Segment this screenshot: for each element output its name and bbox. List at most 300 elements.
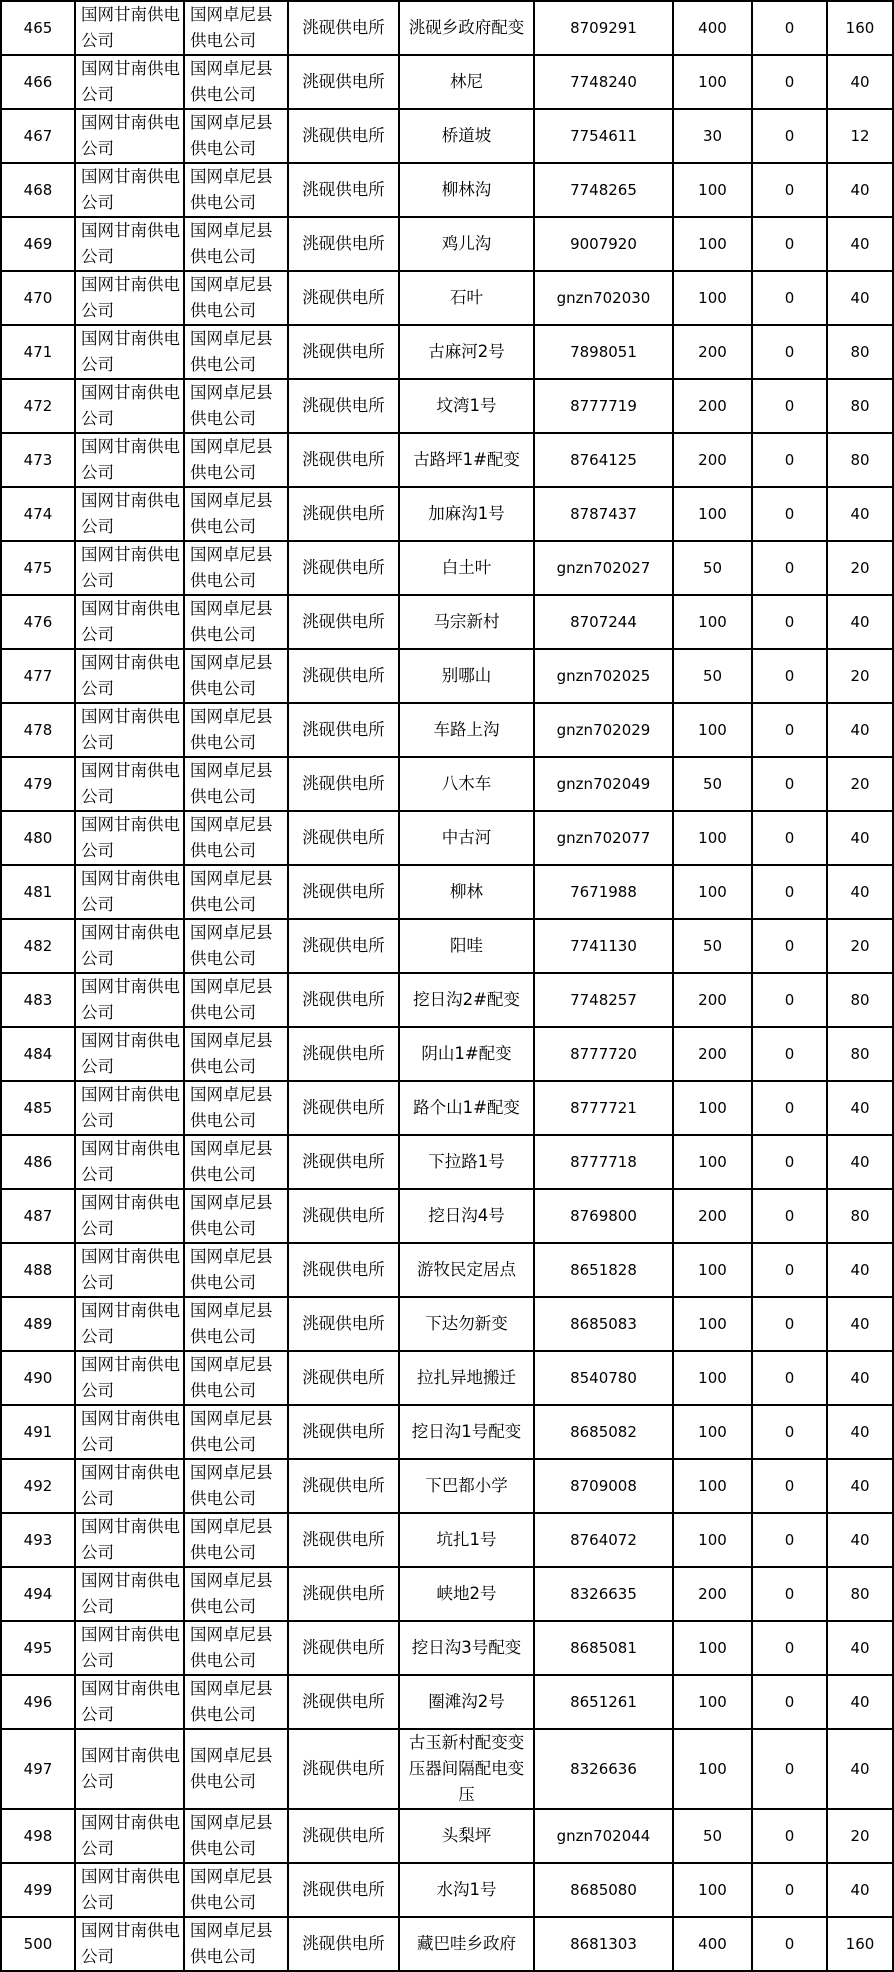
county-company-cell: 国网卓尼县供电公司 <box>184 595 288 649</box>
company-cell: 国网甘南供电公司 <box>75 1189 184 1243</box>
transformer-name-cell: 古麻河2号 <box>399 325 534 379</box>
row-number-cell: 488 <box>1 1243 75 1297</box>
table-row <box>1 649 893 703</box>
transformer-name-cell: 下巴都小学 <box>399 1459 534 1513</box>
transformer-code-cell: 7898051 <box>534 325 673 379</box>
company-cell: 国网甘南供电公司 <box>75 1243 184 1297</box>
value-cell: 80 <box>827 1567 893 1621</box>
table-row <box>1 163 893 217</box>
transformer-name-cell: 八木车 <box>399 757 534 811</box>
row-number-cell: 484 <box>1 1027 75 1081</box>
transformer-code-cell: 8709008 <box>534 1459 673 1513</box>
station-cell: 洮砚供电所 <box>288 1917 399 1971</box>
row-number-cell: 468 <box>1 163 75 217</box>
row-number-cell: 490 <box>1 1351 75 1405</box>
table-row <box>1 1351 893 1405</box>
county-company-cell: 国网卓尼县供电公司 <box>184 271 288 325</box>
transformer-name-cell: 坟湾1号 <box>399 379 534 433</box>
capacity-cell: 100 <box>673 1863 752 1917</box>
county-company-cell: 国网卓尼县供电公司 <box>184 649 288 703</box>
station-cell: 洮砚供电所 <box>288 865 399 919</box>
transformer-name-cell: 水沟1号 <box>399 1863 534 1917</box>
table-row <box>1 1917 893 1971</box>
row-number-cell: 473 <box>1 433 75 487</box>
transformer-code-cell: 8764125 <box>534 433 673 487</box>
capacity-cell: 50 <box>673 757 752 811</box>
capacity-cell: 200 <box>673 325 752 379</box>
company-cell: 国网甘南供电公司 <box>75 217 184 271</box>
county-company-cell: 国网卓尼县供电公司 <box>184 811 288 865</box>
transformer-code-cell: 8777720 <box>534 1027 673 1081</box>
county-company-cell: 国网卓尼县供电公司 <box>184 1243 288 1297</box>
transformer-code-cell: gnzn702025 <box>534 649 673 703</box>
station-cell: 洮砚供电所 <box>288 1459 399 1513</box>
transformer-name-cell: 马宗新村 <box>399 595 534 649</box>
county-company-cell: 国网卓尼县供电公司 <box>184 1809 288 1863</box>
row-number-cell: 475 <box>1 541 75 595</box>
transformer-code-cell: 7748240 <box>534 55 673 109</box>
county-company-cell: 国网卓尼县供电公司 <box>184 487 288 541</box>
transformer-code-cell: 7671988 <box>534 865 673 919</box>
station-cell: 洮砚供电所 <box>288 1027 399 1081</box>
table-row <box>1 433 893 487</box>
transformer-name-cell: 柳林 <box>399 865 534 919</box>
value-cell: 20 <box>827 1809 893 1863</box>
company-cell: 国网甘南供电公司 <box>75 1863 184 1917</box>
row-number-cell: 491 <box>1 1405 75 1459</box>
value-cell: 40 <box>827 1243 893 1297</box>
company-cell: 国网甘南供电公司 <box>75 433 184 487</box>
capacity-cell: 100 <box>673 55 752 109</box>
capacity-cell: 100 <box>673 865 752 919</box>
transformer-name-cell: 下拉路1号 <box>399 1135 534 1189</box>
transformer-name-cell: 游牧民定居点 <box>399 1243 534 1297</box>
value-cell: 0 <box>752 433 827 487</box>
company-cell: 国网甘南供电公司 <box>75 1081 184 1135</box>
value-cell: 80 <box>827 1027 893 1081</box>
table-row <box>1 757 893 811</box>
capacity-cell: 100 <box>673 1459 752 1513</box>
station-cell: 洮砚供电所 <box>288 1863 399 1917</box>
row-number-cell: 480 <box>1 811 75 865</box>
county-company-cell: 国网卓尼县供电公司 <box>184 109 288 163</box>
value-cell: 40 <box>827 811 893 865</box>
company-cell: 国网甘南供电公司 <box>75 1459 184 1513</box>
table-row <box>1 865 893 919</box>
value-cell: 40 <box>827 595 893 649</box>
company-cell: 国网甘南供电公司 <box>75 595 184 649</box>
capacity-cell: 100 <box>673 1621 752 1675</box>
company-cell: 国网甘南供电公司 <box>75 163 184 217</box>
transformer-name-cell: 古路坪1#配变 <box>399 433 534 487</box>
transformer-name-cell: 坑扎1号 <box>399 1513 534 1567</box>
value-cell: 0 <box>752 541 827 595</box>
table-row <box>1 271 893 325</box>
county-company-cell: 国网卓尼县供电公司 <box>184 1081 288 1135</box>
transformer-code-cell: 8326636 <box>534 1729 673 1809</box>
value-cell: 0 <box>752 1863 827 1917</box>
table-row <box>1 1809 893 1863</box>
table-row <box>1 1675 893 1729</box>
station-cell: 洮砚供电所 <box>288 1621 399 1675</box>
station-cell: 洮砚供电所 <box>288 1729 399 1809</box>
capacity-cell: 100 <box>673 487 752 541</box>
county-company-cell: 国网卓尼县供电公司 <box>184 1297 288 1351</box>
transformer-code-cell: 7741130 <box>534 919 673 973</box>
value-cell: 80 <box>827 379 893 433</box>
company-cell: 国网甘南供电公司 <box>75 1621 184 1675</box>
station-cell: 洮砚供电所 <box>288 1297 399 1351</box>
value-cell: 0 <box>752 811 827 865</box>
transformer-name-cell: 阴山1#配变 <box>399 1027 534 1081</box>
row-number-cell: 465 <box>1 1 75 55</box>
capacity-cell: 200 <box>673 379 752 433</box>
county-company-cell: 国网卓尼县供电公司 <box>184 1729 288 1809</box>
value-cell: 20 <box>827 541 893 595</box>
value-cell: 40 <box>827 1729 893 1809</box>
value-cell: 40 <box>827 1863 893 1917</box>
value-cell: 80 <box>827 973 893 1027</box>
row-number-cell: 494 <box>1 1567 75 1621</box>
transformer-code-cell: 8681303 <box>534 1917 673 1971</box>
county-company-cell: 国网卓尼县供电公司 <box>184 55 288 109</box>
row-number-cell: 493 <box>1 1513 75 1567</box>
company-cell: 国网甘南供电公司 <box>75 1675 184 1729</box>
table-row <box>1 1189 893 1243</box>
county-company-cell: 国网卓尼县供电公司 <box>184 1405 288 1459</box>
value-cell: 0 <box>752 487 827 541</box>
row-number-cell: 479 <box>1 757 75 811</box>
county-company-cell: 国网卓尼县供电公司 <box>184 379 288 433</box>
county-company-cell: 国网卓尼县供电公司 <box>184 217 288 271</box>
county-company-cell: 国网卓尼县供电公司 <box>184 1567 288 1621</box>
table-row <box>1 1567 893 1621</box>
transformer-name-cell: 阳哇 <box>399 919 534 973</box>
value-cell: 0 <box>752 1 827 55</box>
row-number-cell: 495 <box>1 1621 75 1675</box>
value-cell: 0 <box>752 1729 827 1809</box>
transformer-name-cell: 洮砚乡政府配变 <box>399 1 534 55</box>
value-cell: 0 <box>752 55 827 109</box>
station-cell: 洮砚供电所 <box>288 757 399 811</box>
transformer-code-cell: gnzn702030 <box>534 271 673 325</box>
capacity-cell: 100 <box>673 595 752 649</box>
capacity-cell: 100 <box>673 1081 752 1135</box>
transformer-name-cell: 古玉新村配变变压器间隔配电变压 <box>399 1729 534 1809</box>
value-cell: 0 <box>752 919 827 973</box>
capacity-cell: 100 <box>673 811 752 865</box>
station-cell: 洮砚供电所 <box>288 1809 399 1863</box>
transformer-name-cell: 挖日沟1号配变 <box>399 1405 534 1459</box>
company-cell: 国网甘南供电公司 <box>75 1917 184 1971</box>
transformer-code-cell: 8540780 <box>534 1351 673 1405</box>
value-cell: 40 <box>827 271 893 325</box>
company-cell: 国网甘南供电公司 <box>75 541 184 595</box>
company-cell: 国网甘南供电公司 <box>75 1351 184 1405</box>
company-cell: 国网甘南供电公司 <box>75 379 184 433</box>
value-cell: 0 <box>752 1809 827 1863</box>
row-number-cell: 476 <box>1 595 75 649</box>
value-cell: 12 <box>827 109 893 163</box>
transformer-name-cell: 圈滩沟2号 <box>399 1675 534 1729</box>
table-row <box>1 1081 893 1135</box>
value-cell: 0 <box>752 973 827 1027</box>
transformer-name-cell: 中古河 <box>399 811 534 865</box>
capacity-cell: 100 <box>673 163 752 217</box>
table-row <box>1 703 893 757</box>
table-row <box>1 1729 893 1809</box>
transformer-name-cell: 挖日沟3号配变 <box>399 1621 534 1675</box>
county-company-cell: 国网卓尼县供电公司 <box>184 1459 288 1513</box>
station-cell: 洮砚供电所 <box>288 217 399 271</box>
value-cell: 0 <box>752 865 827 919</box>
company-cell: 国网甘南供电公司 <box>75 919 184 973</box>
county-company-cell: 国网卓尼县供电公司 <box>184 1189 288 1243</box>
transformer-code-cell: 7754611 <box>534 109 673 163</box>
capacity-cell: 50 <box>673 649 752 703</box>
company-cell: 国网甘南供电公司 <box>75 1135 184 1189</box>
table-row <box>1 1027 893 1081</box>
transformer-code-cell: 8787437 <box>534 487 673 541</box>
county-company-cell: 国网卓尼县供电公司 <box>184 325 288 379</box>
county-company-cell: 国网卓尼县供电公司 <box>184 919 288 973</box>
capacity-cell: 100 <box>673 1729 752 1809</box>
value-cell: 40 <box>827 703 893 757</box>
capacity-cell: 100 <box>673 1513 752 1567</box>
row-number-cell: 489 <box>1 1297 75 1351</box>
value-cell: 0 <box>752 1243 827 1297</box>
transformer-code-cell: 8651828 <box>534 1243 673 1297</box>
value-cell: 0 <box>752 109 827 163</box>
transformer-name-cell: 峡地2号 <box>399 1567 534 1621</box>
transformer-code-cell: gnzn702049 <box>534 757 673 811</box>
station-cell: 洮砚供电所 <box>288 1567 399 1621</box>
transformer-name-cell: 白土叶 <box>399 541 534 595</box>
transformer-code-cell: 8685081 <box>534 1621 673 1675</box>
capacity-cell: 50 <box>673 919 752 973</box>
table-row <box>1 1297 893 1351</box>
table-row <box>1 1621 893 1675</box>
table-row <box>1 1513 893 1567</box>
county-company-cell: 国网卓尼县供电公司 <box>184 1621 288 1675</box>
value-cell: 0 <box>752 1621 827 1675</box>
county-company-cell: 国网卓尼县供电公司 <box>184 1135 288 1189</box>
capacity-cell: 100 <box>673 1675 752 1729</box>
transformer-name-cell: 鸡儿沟 <box>399 217 534 271</box>
value-cell: 40 <box>827 163 893 217</box>
station-cell: 洮砚供电所 <box>288 487 399 541</box>
transformer-name-cell: 石叶 <box>399 271 534 325</box>
row-number-cell: 482 <box>1 919 75 973</box>
transformer-code-cell: 8685083 <box>534 1297 673 1351</box>
company-cell: 国网甘南供电公司 <box>75 55 184 109</box>
transformer-code-cell: 8764072 <box>534 1513 673 1567</box>
row-number-cell: 477 <box>1 649 75 703</box>
row-number-cell: 481 <box>1 865 75 919</box>
table-row <box>1 811 893 865</box>
station-cell: 洮砚供电所 <box>288 1 399 55</box>
transformer-code-cell: gnzn702044 <box>534 1809 673 1863</box>
transformer-name-cell: 别哪山 <box>399 649 534 703</box>
transformer-code-cell: 8685080 <box>534 1863 673 1917</box>
station-cell: 洮砚供电所 <box>288 109 399 163</box>
table-row <box>1 1 893 55</box>
station-cell: 洮砚供电所 <box>288 1405 399 1459</box>
transformer-code-cell: 7748257 <box>534 973 673 1027</box>
county-company-cell: 国网卓尼县供电公司 <box>184 1863 288 1917</box>
company-cell: 国网甘南供电公司 <box>75 1513 184 1567</box>
value-cell: 40 <box>827 1135 893 1189</box>
transformer-name-cell: 挖日沟2#配变 <box>399 973 534 1027</box>
transformer-name-cell: 头梨坪 <box>399 1809 534 1863</box>
transformer-code-cell: 8777719 <box>534 379 673 433</box>
station-cell: 洮砚供电所 <box>288 163 399 217</box>
transformer-name-cell: 下达勿新变 <box>399 1297 534 1351</box>
capacity-cell: 100 <box>673 1351 752 1405</box>
station-cell: 洮砚供电所 <box>288 973 399 1027</box>
station-cell: 洮砚供电所 <box>288 379 399 433</box>
value-cell: 0 <box>752 1567 827 1621</box>
table-row <box>1 325 893 379</box>
transformer-code-cell: 8709291 <box>534 1 673 55</box>
value-cell: 80 <box>827 325 893 379</box>
value-cell: 0 <box>752 1405 827 1459</box>
value-cell: 40 <box>827 1621 893 1675</box>
company-cell: 国网甘南供电公司 <box>75 1405 184 1459</box>
row-number-cell: 469 <box>1 217 75 271</box>
row-number-cell: 483 <box>1 973 75 1027</box>
table-row <box>1 595 893 649</box>
capacity-cell: 400 <box>673 1917 752 1971</box>
county-company-cell: 国网卓尼县供电公司 <box>184 973 288 1027</box>
transformer-name-cell: 挖日沟4号 <box>399 1189 534 1243</box>
table-row <box>1 487 893 541</box>
transformer-code-cell: 8707244 <box>534 595 673 649</box>
value-cell: 0 <box>752 649 827 703</box>
row-number-cell: 467 <box>1 109 75 163</box>
value-cell: 0 <box>752 271 827 325</box>
row-number-cell: 485 <box>1 1081 75 1135</box>
company-cell: 国网甘南供电公司 <box>75 271 184 325</box>
value-cell: 160 <box>827 1 893 55</box>
value-cell: 80 <box>827 1189 893 1243</box>
company-cell: 国网甘南供电公司 <box>75 1 184 55</box>
table-row <box>1 1863 893 1917</box>
row-number-cell: 496 <box>1 1675 75 1729</box>
value-cell: 40 <box>827 1405 893 1459</box>
company-cell: 国网甘南供电公司 <box>75 811 184 865</box>
value-cell: 40 <box>827 487 893 541</box>
value-cell: 0 <box>752 1135 827 1189</box>
station-cell: 洮砚供电所 <box>288 1513 399 1567</box>
transformer-code-cell: 8326635 <box>534 1567 673 1621</box>
table-row <box>1 1405 893 1459</box>
station-cell: 洮砚供电所 <box>288 649 399 703</box>
station-cell: 洮砚供电所 <box>288 1135 399 1189</box>
company-cell: 国网甘南供电公司 <box>75 757 184 811</box>
company-cell: 国网甘南供电公司 <box>75 1809 184 1863</box>
transformer-code-cell: gnzn702029 <box>534 703 673 757</box>
table-row <box>1 55 893 109</box>
transformer-code-cell: 8777718 <box>534 1135 673 1189</box>
county-company-cell: 国网卓尼县供电公司 <box>184 1351 288 1405</box>
transformer-code-cell: 8769800 <box>534 1189 673 1243</box>
capacity-cell: 400 <box>673 1 752 55</box>
value-cell: 0 <box>752 757 827 811</box>
value-cell: 0 <box>752 1297 827 1351</box>
company-cell: 国网甘南供电公司 <box>75 865 184 919</box>
station-cell: 洮砚供电所 <box>288 1081 399 1135</box>
company-cell: 国网甘南供电公司 <box>75 325 184 379</box>
station-cell: 洮砚供电所 <box>288 1243 399 1297</box>
table-row <box>1 973 893 1027</box>
transformer-name-cell: 拉扎异地搬迁 <box>399 1351 534 1405</box>
table-row <box>1 1135 893 1189</box>
value-cell: 40 <box>827 1675 893 1729</box>
row-number-cell: 486 <box>1 1135 75 1189</box>
transformer-code-cell: gnzn702027 <box>534 541 673 595</box>
station-cell: 洮砚供电所 <box>288 541 399 595</box>
value-cell: 0 <box>752 1027 827 1081</box>
station-cell: 洮砚供电所 <box>288 271 399 325</box>
value-cell: 0 <box>752 1189 827 1243</box>
county-company-cell: 国网卓尼县供电公司 <box>184 703 288 757</box>
transformer-code-cell: 7748265 <box>534 163 673 217</box>
value-cell: 20 <box>827 757 893 811</box>
value-cell: 0 <box>752 217 827 271</box>
county-company-cell: 国网卓尼县供电公司 <box>184 163 288 217</box>
capacity-cell: 100 <box>673 271 752 325</box>
capacity-cell: 200 <box>673 433 752 487</box>
county-company-cell: 国网卓尼县供电公司 <box>184 1675 288 1729</box>
value-cell: 40 <box>827 1513 893 1567</box>
company-cell: 国网甘南供电公司 <box>75 649 184 703</box>
transformer-name-cell: 加麻沟1号 <box>399 487 534 541</box>
station-cell: 洮砚供电所 <box>288 703 399 757</box>
transformer-code-cell: 8685082 <box>534 1405 673 1459</box>
table-body <box>1 1 893 1971</box>
transformer-code-cell: 8651261 <box>534 1675 673 1729</box>
value-cell: 40 <box>827 1297 893 1351</box>
transformer-name-cell: 车路上沟 <box>399 703 534 757</box>
value-cell: 0 <box>752 1351 827 1405</box>
transformer-name-cell: 桥道坡 <box>399 109 534 163</box>
station-cell: 洮砚供电所 <box>288 1351 399 1405</box>
county-company-cell: 国网卓尼县供电公司 <box>184 757 288 811</box>
company-cell: 国网甘南供电公司 <box>75 109 184 163</box>
value-cell: 20 <box>827 649 893 703</box>
transformer-code-cell: gnzn702077 <box>534 811 673 865</box>
table-row <box>1 217 893 271</box>
value-cell: 0 <box>752 1459 827 1513</box>
county-company-cell: 国网卓尼县供电公司 <box>184 865 288 919</box>
table-row <box>1 379 893 433</box>
transformer-name-cell: 柳林沟 <box>399 163 534 217</box>
capacity-cell: 200 <box>673 973 752 1027</box>
company-cell: 国网甘南供电公司 <box>75 1729 184 1809</box>
row-number-cell: 478 <box>1 703 75 757</box>
row-number-cell: 487 <box>1 1189 75 1243</box>
value-cell: 20 <box>827 919 893 973</box>
station-cell: 洮砚供电所 <box>288 433 399 487</box>
capacity-cell: 100 <box>673 1135 752 1189</box>
capacity-cell: 200 <box>673 1027 752 1081</box>
capacity-cell: 100 <box>673 1243 752 1297</box>
transformer-name-cell: 林尼 <box>399 55 534 109</box>
station-cell: 洮砚供电所 <box>288 1675 399 1729</box>
value-cell: 0 <box>752 703 827 757</box>
station-cell: 洮砚供电所 <box>288 595 399 649</box>
